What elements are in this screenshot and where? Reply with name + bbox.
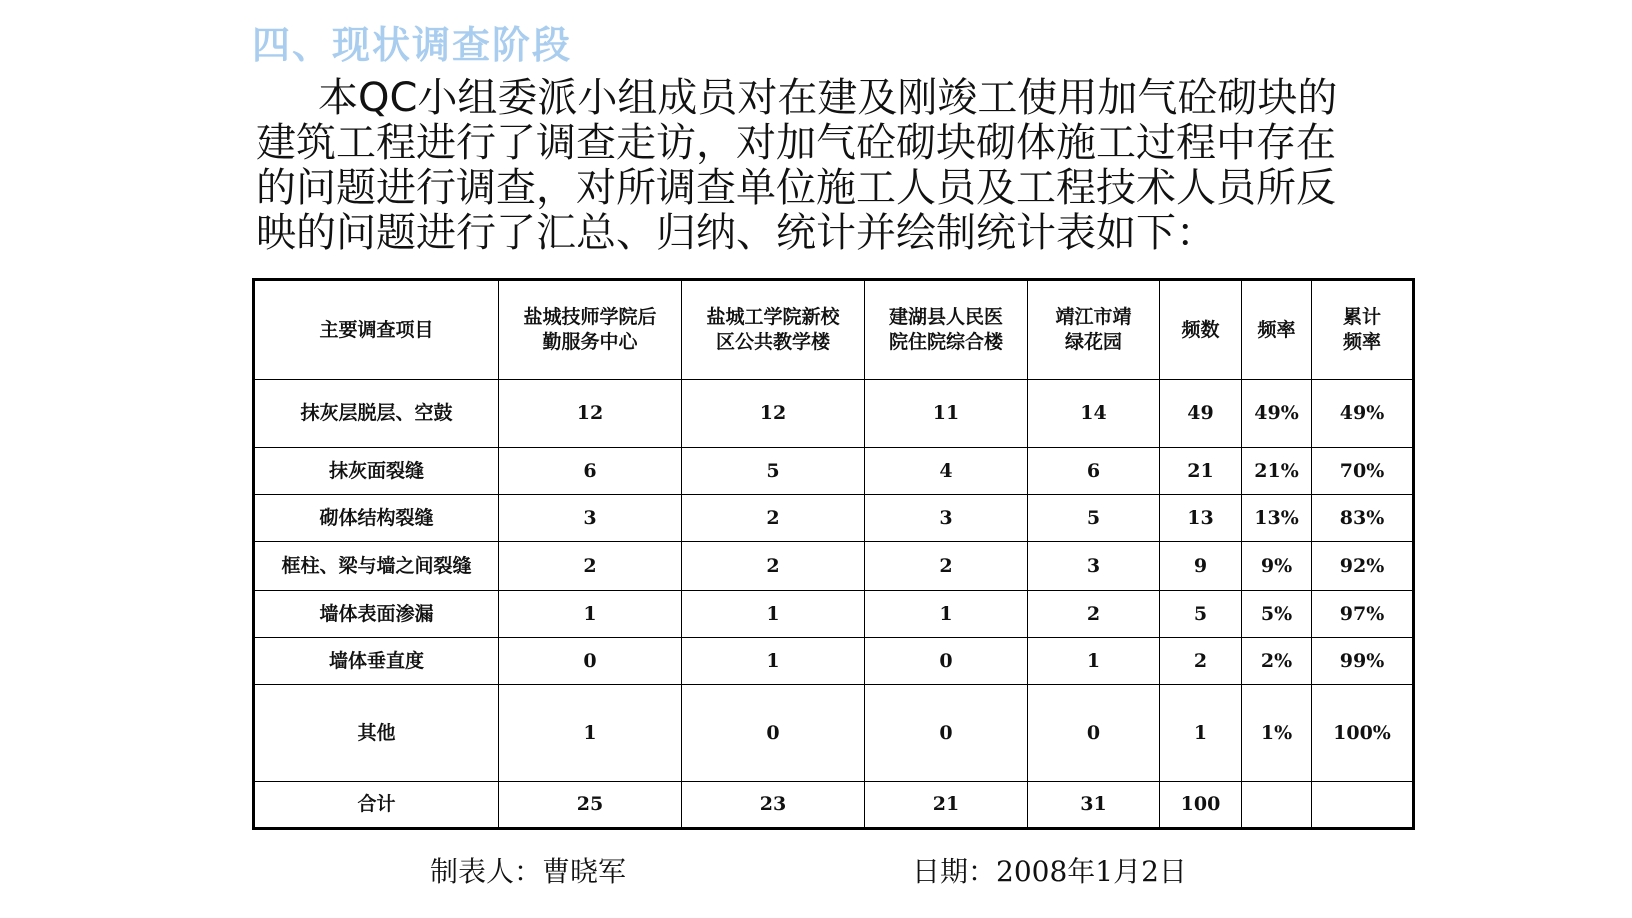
survey-statistics-table — [252, 278, 1415, 830]
table-row — [254, 591, 1414, 638]
paragraph-line: 建筑工程进行了调查走访，对加气砼砌块砌体施工过程中存在 — [256, 120, 1336, 166]
table-cell: 21 — [1160, 448, 1242, 495]
table-cell: 5 — [682, 448, 865, 495]
table-header-row — [254, 280, 1414, 380]
table-cell: 0 — [499, 638, 682, 685]
header-text: 建湖县人民医 — [888, 306, 1003, 328]
table-cell: 21 — [865, 782, 1028, 829]
table-cell: 4 — [865, 448, 1028, 495]
header-text: 盐城技师学院后 — [523, 306, 657, 328]
section-title: 四、现状调查阶段 — [252, 23, 573, 67]
table-cell: 1% — [1242, 685, 1312, 782]
header-text: 频率 — [1342, 331, 1381, 353]
header-text: 累计 — [1342, 306, 1381, 328]
table-date: 日期：2008年1月2日 — [912, 855, 1187, 888]
table-cell: 2 — [682, 542, 865, 591]
table-cell: 13 — [1160, 495, 1242, 542]
row-label-cell: 框柱、梁与墙之间裂缝 — [254, 542, 499, 591]
table-cell: 83% — [1312, 495, 1414, 542]
intro-paragraph — [256, 76, 1406, 256]
table-cell: 14 — [1028, 380, 1160, 448]
paragraph-line: 的问题进行调查，对所调查单位施工人员及工程技术人员所反 — [256, 165, 1336, 211]
table-cell: 70% — [1312, 448, 1414, 495]
table-header-cell — [865, 280, 1028, 380]
header-text: 频率 — [1257, 318, 1296, 341]
table-header-cell — [1160, 280, 1242, 380]
table-cell: 49% — [1242, 380, 1312, 448]
table-cell: 1 — [865, 591, 1028, 638]
table-cell: 11 — [865, 380, 1028, 448]
row-label-cell: 砌体结构裂缝 — [254, 495, 499, 542]
table-row — [254, 380, 1414, 448]
table-cell: 2 — [1028, 591, 1160, 638]
table-cell: 2 — [682, 495, 865, 542]
table-cell: 0 — [865, 638, 1028, 685]
table-cell: 49% — [1312, 380, 1414, 448]
table-cell: 9 — [1160, 542, 1242, 591]
table-cell: 3 — [865, 495, 1028, 542]
table-cell: 0 — [865, 685, 1028, 782]
header-text: 绿花园 — [1064, 331, 1122, 353]
table-row — [254, 542, 1414, 591]
table-cell — [1242, 782, 1312, 829]
table-cell: 5 — [1028, 495, 1160, 542]
table-cell: 2 — [865, 542, 1028, 591]
table-cell: 1 — [1028, 638, 1160, 685]
table-cell — [1312, 782, 1414, 829]
table-header-cell — [682, 280, 865, 380]
table-cell: 97% — [1312, 591, 1414, 638]
table-cell: 1 — [499, 591, 682, 638]
survey-table-container — [252, 278, 1415, 830]
table-cell: 3 — [499, 495, 682, 542]
table-cell: 6 — [499, 448, 682, 495]
table-cell: 12 — [499, 380, 682, 448]
table-cell: 100 — [1160, 782, 1242, 829]
row-label-cell: 合计 — [254, 782, 499, 829]
table-cell: 3 — [1028, 542, 1160, 591]
table-row — [254, 638, 1414, 685]
row-label-cell: 墙体垂直度 — [254, 638, 499, 685]
header-text: 勤服务中心 — [542, 331, 638, 353]
header-text: 盐城工学院新校 — [706, 306, 840, 328]
table-maker: 制表人：曹晓军 — [430, 855, 627, 888]
row-label-cell: 墙体表面渗漏 — [254, 591, 499, 638]
table-cell: 31 — [1028, 782, 1160, 829]
table-cell: 49 — [1160, 380, 1242, 448]
table-cell: 99% — [1312, 638, 1414, 685]
table-cell: 0 — [682, 685, 865, 782]
paragraph-line: 本QC小组委派小组成员对在建及刚竣工使用加气砼砌块的 — [318, 75, 1338, 121]
paragraph-line: 映的问题进行了汇总、归纳、统计并绘制统计表如下： — [256, 210, 1216, 256]
table-cell: 12 — [682, 380, 865, 448]
header-text: 主要调查项目 — [319, 318, 434, 341]
table-row — [254, 495, 1414, 542]
table-row — [254, 782, 1414, 829]
header-text: 区公共教学楼 — [715, 331, 830, 353]
table-cell: 2 — [1160, 638, 1242, 685]
table-cell: 23 — [682, 782, 865, 829]
row-label-cell: 其他 — [254, 685, 499, 782]
row-label-cell: 抹灰层脱层、空鼓 — [254, 380, 499, 448]
table-cell: 2 — [499, 542, 682, 591]
table-header-cell — [1028, 280, 1160, 380]
row-label-cell: 抹灰面裂缝 — [254, 448, 499, 495]
header-text: 靖江市靖 — [1055, 306, 1132, 328]
header-text: 院住院综合楼 — [888, 331, 1003, 353]
table-cell: 1 — [499, 685, 682, 782]
table-cell: 0 — [1028, 685, 1160, 782]
table-cell: 2% — [1242, 638, 1312, 685]
table-cell: 25 — [499, 782, 682, 829]
table-header-cell — [499, 280, 682, 380]
table-cell: 1 — [682, 638, 865, 685]
table-header-cell — [1242, 280, 1312, 380]
table-header-cell — [254, 280, 499, 380]
table-cell: 21% — [1242, 448, 1312, 495]
table-cell: 1 — [1160, 685, 1242, 782]
table-cell: 13% — [1242, 495, 1312, 542]
table-row — [254, 448, 1414, 495]
table-header-cell — [1312, 280, 1414, 380]
table-row — [254, 685, 1414, 782]
header-text: 频数 — [1181, 318, 1220, 341]
table-cell: 9% — [1242, 542, 1312, 591]
table-cell: 5% — [1242, 591, 1312, 638]
table-cell: 6 — [1028, 448, 1160, 495]
table-cell: 5 — [1160, 591, 1242, 638]
table-cell: 92% — [1312, 542, 1414, 591]
table-cell: 100% — [1312, 685, 1414, 782]
table-cell: 1 — [682, 591, 865, 638]
